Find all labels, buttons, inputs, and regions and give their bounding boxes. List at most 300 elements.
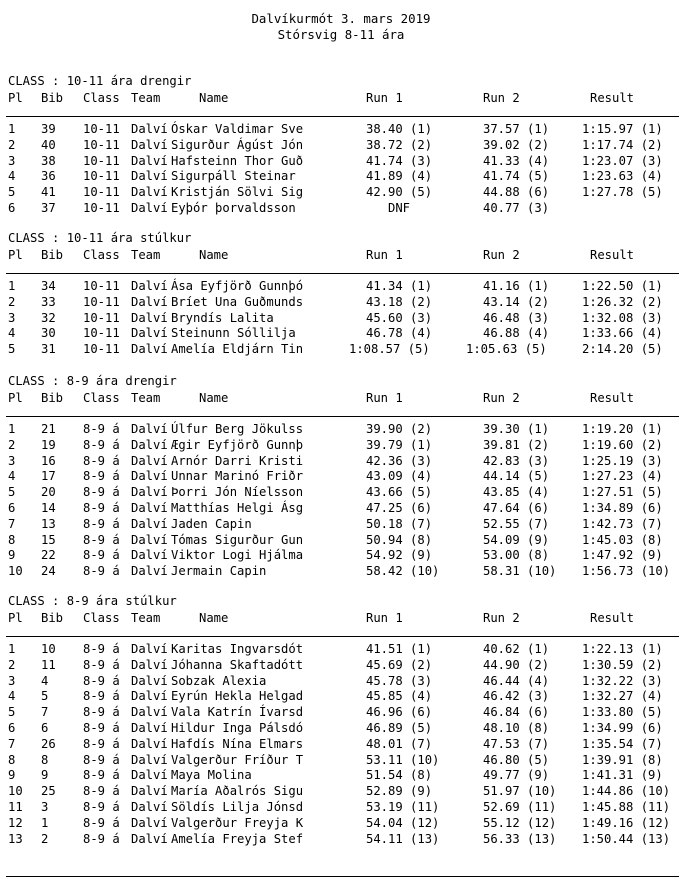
cell-name: Amelía Eldjárn Tin: [171, 342, 304, 357]
cell-name: Amelía Freyja Stef: [171, 831, 304, 846]
cell-pl: 5: [8, 705, 16, 720]
cell-pl: 4: [8, 689, 16, 704]
document-subtitle: Stórsvig 8-11 ára: [277, 27, 405, 42]
cell-team: Dalví: [131, 768, 168, 783]
cell-team: Dalví: [131, 185, 168, 200]
cell-team: Dalví: [131, 831, 168, 846]
cell-run1: 54.11 (13): [366, 831, 440, 846]
cell-bib: 5: [41, 689, 49, 704]
column-header-pl: Pl: [8, 391, 23, 405]
column-header-pl: Pl: [8, 248, 23, 262]
cell-cls: 8-9 á: [83, 453, 120, 468]
cell-result: 1:15.97 (1): [582, 122, 663, 136]
cell-name: Úlfur Berg Jökulss: [171, 422, 304, 436]
cell-pl: 12: [8, 815, 23, 830]
cell-cls: 8-9 á: [83, 736, 120, 751]
cell-run1: 54.92 (9): [366, 548, 433, 563]
cell-run1: 45.60 (3): [366, 310, 433, 325]
class-heading: CLASS : 10-11 ára stúlkur: [8, 231, 192, 245]
cell-pl: 3: [8, 153, 16, 168]
column-header-name: Name: [199, 248, 229, 262]
cell-name: Söldís Lilja Jónsd: [171, 800, 304, 814]
header-rule: [6, 636, 679, 637]
cell-pl: 6: [8, 501, 16, 515]
cell-pl: 4: [8, 326, 16, 341]
cell-bib: 37: [41, 201, 56, 215]
cell-run2: 44.90 (2): [483, 657, 550, 672]
cell-run2: 55.12 (12): [483, 815, 557, 830]
column-header-bib: Bib: [41, 391, 64, 405]
cell-team: Dalví: [131, 689, 168, 704]
cell-run2: 40.77 (3): [483, 201, 550, 215]
cell-cls: 10-11: [83, 310, 120, 325]
cell-pl: 5: [8, 485, 16, 500]
cell-team: Dalví: [131, 453, 168, 468]
cell-run2: 43.85 (4): [483, 485, 550, 500]
cell-result: 1:42.73 (7): [582, 516, 663, 531]
class-heading: CLASS : 10-11 ára drengir: [8, 74, 192, 88]
cell-run2: 52.55 (7): [483, 516, 550, 531]
cell-pl: 10: [8, 564, 23, 579]
cell-bib: 38: [41, 153, 56, 168]
column-header-run2: Run 2: [483, 391, 520, 405]
column-header-run1: Run 1: [366, 611, 403, 625]
cell-run2: 40.62 (1): [483, 642, 550, 656]
cell-pl: 8: [8, 532, 16, 547]
cell-run2: 46.88 (4): [483, 326, 550, 341]
cell-cls: 10-11: [83, 137, 120, 152]
column-header-run2: Run 2: [483, 91, 520, 105]
cell-bib: 2: [41, 831, 49, 846]
cell-bib: 32: [41, 310, 56, 325]
cell-cls: 8-9 á: [83, 564, 120, 579]
cell-cls: 8-9 á: [83, 689, 120, 704]
cell-run2: 37.57 (1): [483, 122, 550, 136]
cell-bib: 36: [41, 169, 56, 184]
cell-bib: 4: [41, 673, 49, 688]
cell-result: 1:44.86 (10): [582, 784, 671, 799]
cell-team: Dalví: [131, 657, 168, 672]
cell-result: 1:19.60 (2): [582, 437, 663, 452]
column-header-run1: Run 1: [366, 248, 403, 262]
cell-result: 2:14.20 (5): [582, 342, 663, 357]
cell-name: Sigurður Ágúst Jón: [171, 137, 304, 152]
cell-pl: 4: [8, 469, 16, 484]
cell-run2: 52.69 (11): [483, 800, 557, 814]
cell-run1: 45.78 (3): [366, 673, 433, 688]
cell-team: Dalví: [131, 548, 168, 563]
cell-name: Hildur Inga Pálsdó: [171, 721, 304, 735]
cell-bib: 13: [41, 516, 56, 531]
cell-cls: 8-9 á: [83, 501, 120, 515]
cell-cls: 10-11: [83, 169, 120, 184]
cell-name: Óskar Valdimar Sve: [171, 122, 304, 136]
cell-name: Hafdís Nína Elmars: [171, 736, 304, 751]
cell-bib: 9: [41, 768, 49, 783]
cell-cls: 8-9 á: [83, 422, 120, 436]
column-header-bib: Bib: [41, 91, 64, 105]
cell-run2: 44.14 (5): [483, 469, 550, 484]
cell-run1: 52.89 (9): [366, 784, 433, 799]
column-header-name: Name: [199, 391, 229, 405]
cell-pl: 2: [8, 437, 16, 452]
cell-run2: 44.88 (6): [483, 185, 550, 200]
cell-pl: 6: [8, 201, 16, 215]
bottom-rule: [6, 876, 679, 877]
cell-run2: 49.77 (9): [483, 768, 550, 783]
cell-name: Kristján Sölvi Sig: [171, 185, 304, 200]
cell-result: 1:32.27 (4): [582, 689, 663, 704]
cell-result: 1:41.31 (9): [582, 768, 663, 783]
cell-name: Bríet Una Guðmunds: [171, 294, 304, 309]
cell-run1: 43.66 (5): [366, 485, 433, 500]
cell-cls: 8-9 á: [83, 768, 120, 783]
cell-name: Ása Eyfjörð Gunnþó: [171, 279, 304, 293]
cell-run1: 45.69 (2): [366, 657, 433, 672]
cell-cls: 8-9 á: [83, 548, 120, 563]
cell-pl: 2: [8, 137, 16, 152]
cell-cls: 8-9 á: [83, 642, 120, 656]
column-header-class: Class: [83, 611, 120, 625]
cell-run1: 1:08.57 (5): [349, 342, 430, 357]
cell-team: Dalví: [131, 422, 168, 436]
cell-bib: 40: [41, 137, 56, 152]
cell-pl: 2: [8, 657, 16, 672]
cell-run2: 41.16 (1): [483, 279, 550, 293]
cell-name: Steinunn Sóllilja: [171, 326, 296, 341]
cell-name: Eyrún Hekla Helgad: [171, 689, 304, 704]
cell-pl: 1: [8, 642, 16, 656]
cell-pl: 1: [8, 279, 16, 293]
cell-run1: 38.40 (1): [366, 122, 433, 136]
cell-cls: 8-9 á: [83, 485, 120, 500]
cell-run1: 43.09 (4): [366, 469, 433, 484]
cell-cls: 8-9 á: [83, 673, 120, 688]
cell-cls: 8-9 á: [83, 469, 120, 484]
cell-name: Tómas Sigurður Gun: [171, 532, 304, 547]
cell-team: Dalví: [131, 815, 168, 830]
cell-team: Dalví: [131, 501, 168, 515]
cell-name: Bryndís Lalita: [171, 310, 274, 325]
cell-team: Dalví: [131, 310, 168, 325]
cell-team: Dalví: [131, 752, 168, 767]
cell-bib: 41: [41, 185, 56, 200]
cell-bib: 11: [41, 657, 56, 672]
header-rule: [6, 273, 679, 274]
cell-run1: 45.85 (4): [366, 689, 433, 704]
cell-pl: 3: [8, 310, 16, 325]
cell-result: 1:27.23 (4): [582, 469, 663, 484]
cell-pl: 9: [8, 768, 16, 783]
header-rule: [6, 416, 679, 417]
cell-cls: 8-9 á: [83, 705, 120, 720]
cell-bib: 20: [41, 485, 56, 500]
cell-pl: 7: [8, 736, 16, 751]
cell-cls: 8-9 á: [83, 831, 120, 846]
cell-team: Dalví: [131, 279, 168, 293]
cell-run1: 41.51 (1): [366, 642, 433, 656]
cell-run1: 38.72 (2): [366, 137, 433, 152]
cell-team: Dalví: [131, 642, 168, 656]
cell-result: 1:45.03 (8): [582, 532, 663, 547]
cell-bib: 24: [41, 564, 56, 579]
column-header-bib: Bib: [41, 611, 64, 625]
cell-team: Dalví: [131, 294, 168, 309]
cell-team: Dalví: [131, 800, 168, 814]
cell-result: 1:50.44 (13): [582, 831, 671, 846]
cell-run2: 46.84 (6): [483, 705, 550, 720]
column-header-bib: Bib: [41, 248, 64, 262]
cell-cls: 10-11: [83, 342, 120, 357]
cell-run2: 46.80 (5): [483, 752, 550, 767]
cell-result: 1:49.16 (12): [582, 815, 671, 830]
class-heading: CLASS : 8-9 ára drengir: [8, 374, 177, 388]
cell-result: 1:45.88 (11): [582, 800, 671, 814]
cell-bib: 6: [41, 721, 49, 735]
cell-bib: 26: [41, 736, 56, 751]
cell-bib: 8: [41, 752, 49, 767]
cell-result: 1:32.08 (3): [582, 310, 663, 325]
cell-cls: 8-9 á: [83, 784, 120, 799]
cell-result: 1:22.50 (1): [582, 279, 663, 293]
cell-run1: 41.34 (1): [366, 279, 433, 293]
cell-team: Dalví: [131, 485, 168, 500]
cell-run2: 53.00 (8): [483, 548, 550, 563]
cell-result: 1:27.78 (5): [582, 185, 663, 200]
cell-bib: 15: [41, 532, 56, 547]
cell-result: 1:22.13 (1): [582, 642, 663, 656]
cell-cls: 10-11: [83, 201, 120, 215]
cell-result: 1:33.80 (5): [582, 705, 663, 720]
cell-cls: 8-9 á: [83, 721, 120, 735]
cell-team: Dalví: [131, 721, 168, 735]
cell-result: 1:23.07 (3): [582, 153, 663, 168]
cell-team: Dalví: [131, 326, 168, 341]
cell-bib: 7: [41, 705, 49, 720]
cell-cls: 8-9 á: [83, 657, 120, 672]
cell-bib: 34: [41, 279, 56, 293]
cell-cls: 10-11: [83, 153, 120, 168]
cell-pl: 11: [8, 800, 23, 814]
cell-run2: 46.44 (4): [483, 673, 550, 688]
column-header-run1: Run 1: [366, 391, 403, 405]
cell-run1: 42.90 (5): [366, 185, 433, 200]
cell-name: Jermain Capin: [171, 564, 267, 579]
column-header-team: Team: [131, 391, 161, 405]
cell-name: Valgerður Freyja K: [171, 815, 304, 830]
column-header-result: Result: [590, 91, 635, 105]
cell-team: Dalví: [131, 516, 168, 531]
column-header-class: Class: [83, 91, 120, 105]
cell-bib: 39: [41, 122, 56, 136]
cell-run1: 42.36 (3): [366, 453, 433, 468]
class-heading: CLASS : 8-9 ára stúlkur: [8, 594, 177, 608]
cell-run1: 53.19 (11): [366, 800, 440, 814]
cell-name: Þorri Jón Níelsson: [171, 485, 304, 500]
cell-pl: 2: [8, 294, 16, 309]
column-header-pl: Pl: [8, 91, 23, 105]
cell-bib: 33: [41, 294, 56, 309]
cell-run1: 39.90 (2): [366, 422, 433, 436]
cell-team: Dalví: [131, 201, 168, 215]
cell-run2: 47.64 (6): [483, 501, 550, 515]
column-header-run2: Run 2: [483, 611, 520, 625]
cell-name: Jaden Capin: [171, 516, 252, 531]
column-header-team: Team: [131, 91, 161, 105]
cell-pl: 5: [8, 342, 16, 357]
cell-pl: 3: [8, 673, 16, 688]
cell-bib: 17: [41, 469, 56, 484]
cell-result: 1:33.66 (4): [582, 326, 663, 341]
cell-run1: 43.18 (2): [366, 294, 433, 309]
cell-bib: 16: [41, 453, 56, 468]
cell-name: Sigurpáll Steinar: [171, 169, 296, 184]
column-header-name: Name: [199, 611, 229, 625]
cell-cls: 10-11: [83, 279, 120, 293]
cell-run1: DNF: [366, 201, 411, 215]
cell-run1: 41.74 (3): [366, 153, 433, 168]
cell-run2: 47.53 (7): [483, 736, 550, 751]
cell-cls: 10-11: [83, 185, 120, 200]
cell-team: Dalví: [131, 705, 168, 720]
cell-name: Matthías Helgi Ásg: [171, 501, 304, 515]
cell-pl: 3: [8, 453, 16, 468]
cell-name: Viktor Logi Hjálma: [171, 548, 304, 563]
cell-result: 1:23.63 (4): [582, 169, 663, 184]
cell-team: Dalví: [131, 437, 168, 452]
cell-run1: 46.89 (5): [366, 721, 433, 735]
column-header-pl: Pl: [8, 611, 23, 625]
cell-cls: 8-9 á: [83, 800, 120, 814]
cell-name: María Aðalrós Sigu: [171, 784, 304, 799]
cell-run1: 51.54 (8): [366, 768, 433, 783]
cell-result: 1:47.92 (9): [582, 548, 663, 563]
cell-run2: 56.33 (13): [483, 831, 557, 846]
cell-cls: 10-11: [83, 122, 120, 136]
cell-team: Dalví: [131, 469, 168, 484]
cell-pl: 6: [8, 721, 16, 735]
cell-run2: 39.81 (2): [483, 437, 550, 452]
column-header-class: Class: [83, 248, 120, 262]
cell-result: 1:26.32 (2): [582, 294, 663, 309]
cell-bib: 25: [41, 784, 56, 799]
cell-name: Karitas Ingvarsdót: [171, 642, 304, 656]
cell-run1: 39.79 (1): [366, 437, 433, 452]
cell-result: 1:56.73 (10): [582, 564, 671, 579]
cell-bib: 22: [41, 548, 56, 563]
cell-run1: 48.01 (7): [366, 736, 433, 751]
cell-team: Dalví: [131, 153, 168, 168]
column-header-team: Team: [131, 611, 161, 625]
cell-result: 1:25.19 (3): [582, 453, 663, 468]
cell-cls: 8-9 á: [83, 437, 120, 452]
cell-name: Eyþór þorvaldsson: [171, 201, 296, 215]
cell-run1: 50.94 (8): [366, 532, 433, 547]
cell-bib: 3: [41, 800, 49, 814]
column-header-name: Name: [199, 91, 229, 105]
cell-team: Dalví: [131, 784, 168, 799]
cell-team: Dalví: [131, 564, 168, 579]
cell-team: Dalví: [131, 736, 168, 751]
cell-result: 1:19.20 (1): [582, 422, 663, 436]
cell-name: Jóhanna Skaftadótt: [171, 657, 304, 672]
cell-team: Dalví: [131, 169, 168, 184]
cell-run2: 48.10 (8): [483, 721, 550, 735]
cell-name: Sobzak Alexia: [171, 673, 267, 688]
cell-name: Hafsteinn Thor Guð: [171, 153, 304, 168]
cell-cls: 10-11: [83, 326, 120, 341]
cell-pl: 1: [8, 122, 16, 136]
cell-team: Dalví: [131, 122, 168, 136]
header-rule: [6, 116, 679, 117]
cell-result: 1:32.22 (3): [582, 673, 663, 688]
column-header-team: Team: [131, 248, 161, 262]
cell-pl: 4: [8, 169, 16, 184]
column-header-result: Result: [590, 611, 635, 625]
cell-run2: 46.48 (3): [483, 310, 550, 325]
cell-pl: 1: [8, 422, 16, 436]
cell-pl: 10: [8, 784, 23, 799]
cell-result: 1:39.91 (8): [582, 752, 663, 767]
cell-cls: 8-9 á: [83, 516, 120, 531]
cell-name: Arnór Darri Kristi: [171, 453, 304, 468]
cell-bib: 10: [41, 642, 56, 656]
cell-name: Maya Molina: [171, 768, 252, 783]
cell-result: 1:34.99 (6): [582, 721, 663, 735]
cell-run2: 46.42 (3): [483, 689, 550, 704]
cell-name: Ægir Eyfjörð Gunnþ: [171, 437, 304, 452]
cell-bib: 1: [41, 815, 49, 830]
cell-result: 1:30.59 (2): [582, 657, 663, 672]
column-header-class: Class: [83, 391, 120, 405]
column-header-result: Result: [590, 248, 635, 262]
cell-run1: 58.42 (10): [366, 564, 440, 579]
cell-pl: 13: [8, 831, 23, 846]
column-header-run1: Run 1: [366, 91, 403, 105]
cell-cls: 8-9 á: [83, 752, 120, 767]
cell-result: 1:27.51 (5): [582, 485, 663, 500]
cell-result: 1:35.54 (7): [582, 736, 663, 751]
cell-run2: 42.83 (3): [483, 453, 550, 468]
cell-cls: 8-9 á: [83, 532, 120, 547]
cell-pl: 7: [8, 516, 16, 531]
cell-bib: 21: [41, 422, 56, 436]
cell-run1: 47.25 (6): [366, 501, 433, 515]
document-title: Dalvíkurmót 3. mars 2019: [251, 11, 431, 26]
cell-run2: 39.30 (1): [483, 422, 550, 436]
cell-run1: 41.89 (4): [366, 169, 433, 184]
cell-team: Dalví: [131, 532, 168, 547]
column-header-run2: Run 2: [483, 248, 520, 262]
cell-bib: 19: [41, 437, 56, 452]
cell-name: Vala Katrín Ívarsd: [171, 705, 304, 720]
cell-run2: 1:05.63 (5): [466, 342, 547, 357]
cell-run1: 54.04 (12): [366, 815, 440, 830]
cell-run2: 51.97 (10): [483, 784, 557, 799]
cell-run2: 58.31 (10): [483, 564, 557, 579]
cell-team: Dalví: [131, 342, 168, 357]
column-header-result: Result: [590, 391, 635, 405]
cell-bib: 30: [41, 326, 56, 341]
cell-pl: 5: [8, 185, 16, 200]
cell-result: 1:17.74 (2): [582, 137, 663, 152]
cell-bib: 31: [41, 342, 56, 357]
cell-run2: 43.14 (2): [483, 294, 550, 309]
cell-team: Dalví: [131, 137, 168, 152]
cell-bib: 14: [41, 501, 56, 515]
cell-name: Valgerður Fríður T: [171, 752, 304, 767]
cell-cls: 10-11: [83, 294, 120, 309]
